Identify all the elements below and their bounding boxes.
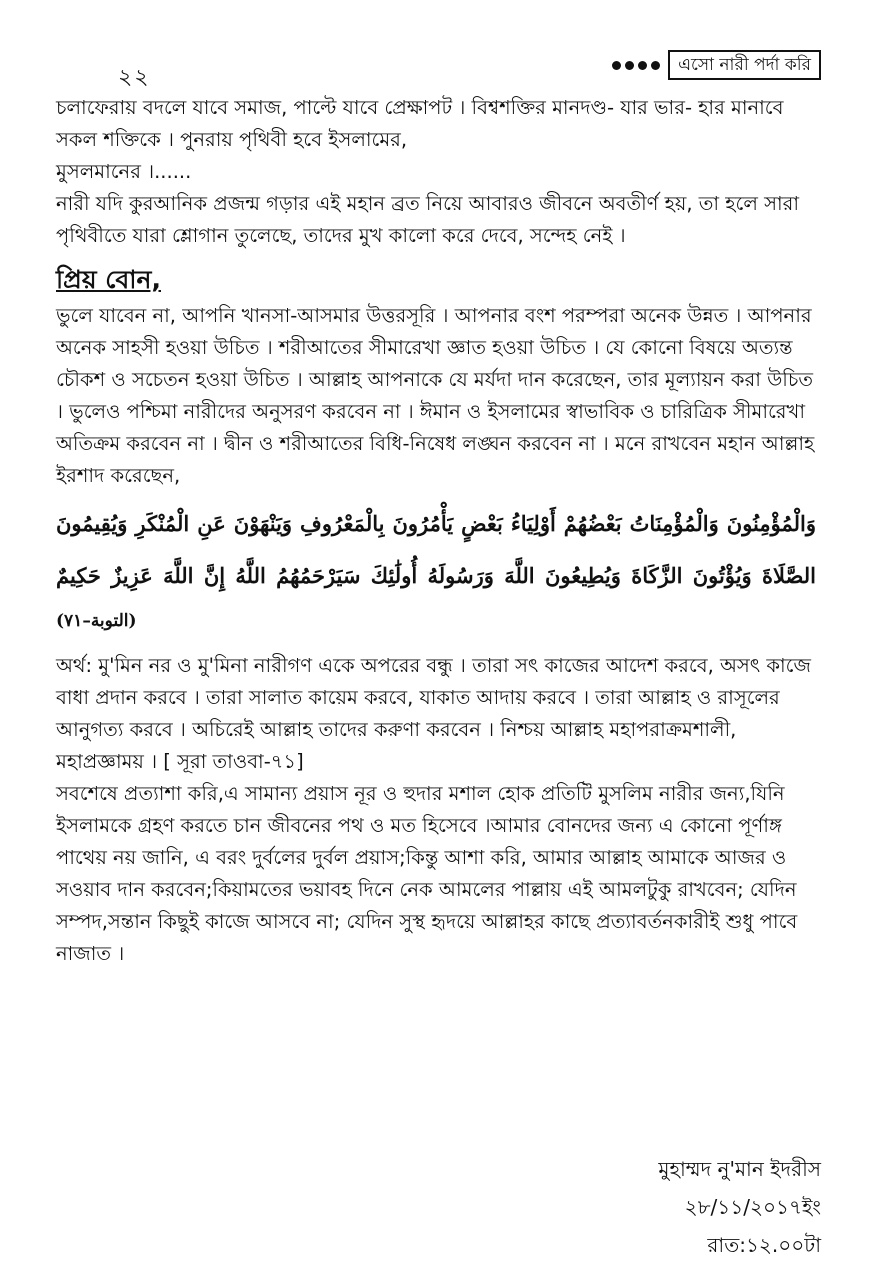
section-heading: প্রিয় বোন, — [56, 265, 161, 294]
paragraph-translation: অর্থ: মু'মিন নর ও মু'মিনা নারীগণ একে অপরের বন্ধু । তারা সৎ কাজের আদেশ করবে, অসৎ কাজে বাধা প্রদান করবে । তারা সালাত কায়েম করবে, যাকাত আদায় করবে । তারা আল্লাহ ও রাসূলের আনুগত্য করবে । অচিরেই আল্লাহ তাদের করুণা করবেন । নিশ্চয় আল্লাহ মহাপরাক্রমশালী, মহাপ্রজ্ঞাময় । [ সূরা তাওবা-৭১] — [56, 654, 811, 773]
paragraph-closing: সবশেষে প্রত্যাশা করি,এ সামান্য প্রয়াস নূর ও হুদার মশাল হোক প্রতিটি মুসলিম নারীর জন্য,যিনি ইসলামকে গ্রহণ করতে চান জীবনের পথ ও মত হিসেবে ।আমার বোনদের জন্য এ কোনো পূর্ণাঙ্গ পাথেয় নয় জানি, এ বরং দুর্বলের দুর্বল প্রয়াস;কিন্তু আশা করি, আমার আল্লাহ আমাকে আজর ও সওয়াব দান করবেন;কিয়ামতের ভয়াবহ দিনে নেক আমলের পাল্লায় এই আমলটুকু রাখবেন; যেদিন সম্পদ,সন্তান কিছুই কাজে আসবে না; যেদিন সুস্থ হৃদয়ে আল্লাহর কাছে প্রত্যাবর্তনকারীই শুধু পাবে নাজাত । — [56, 782, 798, 965]
signature-time: রাত:১২.০০টা — [707, 1233, 821, 1257]
paragraph-intro: চলাফেরায় বদলে যাবে সমাজ, পাল্টে যাবে প্রেক্ষাপট । বিশ্বশক্তির মানদণ্ড- যার ভার- হার মানাবে সকল শক্তিকে । পুনরায় পৃথিবী হবে ইসলামের, — [56, 96, 784, 151]
paragraph-continuation: মুসলমানের ।...... — [56, 160, 192, 183]
running-header — [612, 50, 821, 80]
signature-block — [658, 1150, 821, 1264]
verse-reference: (التوبة–٧١) — [56, 611, 137, 631]
page-number: ২২ — [118, 65, 151, 90]
paragraph-advice: ভুলে যাবেন না, আপনি খানসা-আসমার উত্তরসূরি । আপনার বংশ পরম্পরা অনেক উন্নত । আপনার অনেক সাহসী হওয়া উচিত । শরীআতের সীমারেখা জ্ঞাত হওয়া উচিত । যে কোনো বিষয়ে অত্যন্ত চৌকশ ও সচেতন হওয়া উচিত । আল্লাহ আপনাকে যে মর্যদা দান করেছেন, তার মূল্যায়ন করা উচিত । ভুলেও পশ্চিমা নারীদের অনুসরণ করবেন না । ঈমান ও ইসলামের স্বাভাবিক ও চারিত্রিক সীমারেখা অতিক্রম করবেন না । দ্বীন ও শরীআতের বিধি-নিষেধ লঙ্ঘন করবেন না । মনে রাখবেন মহান আল্লাহ ইরশাদ করেছেন, — [56, 304, 815, 487]
paragraph-quranic-generation: নারী যদি কুরআনিক প্রজন্ম গড়ার এই মহান ব্রত নিয়ে আবারও জীবনে অবতীর্ণ হয়, তা হলে সারা পৃথিবীতে যারা শ্লোগান তুলেছে, তাদের মুখ কালো করে দেবে, সন্দেহ নেই । — [56, 192, 800, 247]
author-name: মুহাম্মদ নু'মান ইদরীস — [658, 1157, 821, 1181]
page-body — [56, 92, 816, 970]
bullet-dots-icon — [612, 61, 660, 70]
book-title: এসো নারী পর্দা করি — [668, 50, 821, 80]
signature-date: ২৮/১১/২০১৭ইং — [684, 1195, 821, 1219]
quran-verse: وَالْمُؤْمِنُونَ وَالْمُؤْمِنَاتُ بَعْضُهُمْ أَوْلِيَاءُ بَعْضٍ يَأْمُرُونَ بِالْمَعْرُوفِ وَيَنْهَوْنَ عَنِ الْمُنْكَرِ وَيُقِيمُونَ الصَّلَاةَ وَيُؤْتُونَ الزَّكَاةَ وَيُطِيعُونَ اللَّهَ وَرَسُولَهُ أُولَٰئِكَ سَيَرْحَمُهُمُ اللَّهُ إِنَّ اللَّهَ عَزِيزٌ حَكِيمٌ — [56, 511, 816, 588]
